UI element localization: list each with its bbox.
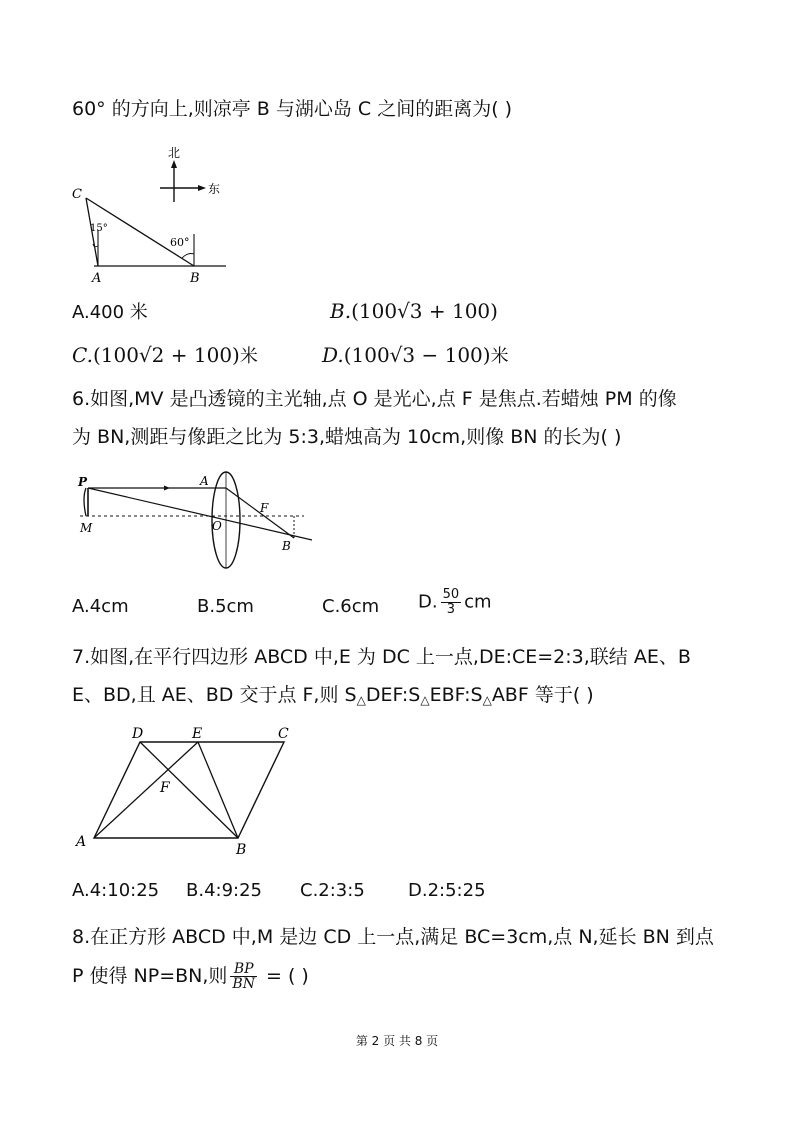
- q5-option-b: [330, 298, 498, 324]
- q5-option-d-prefix: D.: [322, 343, 344, 367]
- q5-option-d: [322, 342, 509, 370]
- point-o-label: O: [212, 519, 222, 533]
- q7-option-b: B.4:9:25: [186, 880, 263, 901]
- ray-arrow-1: [164, 486, 170, 491]
- q6-option-d-numerator: 50: [442, 587, 460, 602]
- angle-b-label: 60°: [170, 236, 190, 249]
- point-a-label-q7: A: [76, 834, 87, 850]
- ray-through-center: [88, 488, 312, 540]
- segment-be: [198, 742, 238, 838]
- q5-option-c: [72, 342, 258, 370]
- north-label: 北: [168, 146, 181, 160]
- angle-a-label: 15°: [90, 223, 108, 234]
- q6-option-d-denominator: 3: [446, 602, 455, 617]
- q8-line-2: [72, 962, 309, 991]
- triangle-symbol-2: △: [420, 693, 430, 707]
- angle-arc-b: [182, 254, 194, 259]
- q8-line-1: 8.在正方形 ABCD 中,M 是边 CD 上一点,满足 BC=3cm,点 N,延长 BN 到点: [72, 926, 714, 948]
- q5-option-c-expr: (100√2 + 100): [92, 343, 240, 367]
- q8-line-2-part-b: = ( ): [259, 965, 309, 987]
- q5-option-a: A.400 米: [72, 302, 148, 323]
- segment-bd: [140, 742, 238, 838]
- point-p-label: P: [78, 475, 88, 489]
- q6-option-d-prefix: D.: [418, 591, 438, 613]
- north-arrowhead: [171, 160, 177, 168]
- triangle-symbol-1: △: [356, 693, 366, 707]
- q7-option-d: D.2:5:25: [408, 880, 486, 901]
- point-d-label: D: [132, 726, 144, 742]
- q6-option-d-fraction: [441, 588, 462, 617]
- q6-option-b: B.5cm: [197, 596, 254, 617]
- point-f-label: F: [260, 501, 269, 515]
- q7-line-2-part-a: E、BD,且 AE、BD 交于点 F,则 S: [72, 684, 357, 706]
- point-a-label: A: [92, 271, 102, 286]
- point-c-label: C: [72, 187, 82, 202]
- q6-option-a: A.4cm: [72, 596, 129, 617]
- q8-fraction-numerator: BP: [230, 962, 257, 977]
- segment-ae: [94, 742, 198, 838]
- point-a-label-q6: A: [200, 474, 209, 488]
- q5-option-c-unit: 米: [239, 346, 258, 367]
- point-b-label: B: [190, 271, 200, 286]
- q5-option-b-prefix: B.: [330, 299, 352, 323]
- q8-fraction: [230, 962, 257, 991]
- q5-option-d-unit: 米: [490, 346, 509, 367]
- east-label: 东: [208, 182, 221, 196]
- point-c-label-q7: C: [278, 726, 289, 742]
- east-arrowhead: [198, 185, 206, 191]
- q5-option-c-prefix: C.: [72, 343, 93, 367]
- q5-option-b-expr: (100√3 + 100): [351, 299, 498, 323]
- point-f-label-q7: F: [160, 780, 170, 796]
- q5-option-d-expr: (100√3 − 100): [343, 343, 491, 367]
- page-footer: 第 2 页 共 8 页: [355, 1034, 439, 1048]
- candle-outline: [84, 488, 86, 516]
- q7-line-2-part-c: EBF:S: [429, 684, 483, 706]
- q7-option-c: C.2:3:5: [300, 880, 365, 901]
- q6-option-c: C.6cm: [322, 596, 380, 617]
- point-b-label-q7: B: [236, 842, 247, 856]
- q7-figure: [70, 722, 300, 856]
- q6-line-2: 为 BN,测距与像距之比为 5:3,蜡烛高为 10cm,则像 BN 的长为( ): [72, 426, 622, 448]
- q6-line-1: 6.如图,MV 是凸透镜的主光轴,点 O 是光心,点 F 是焦点.若蜡烛 PM 的像: [72, 388, 677, 410]
- q7-line-2: [72, 682, 594, 713]
- q7-line-2-part-d: ABF 等于( ): [491, 684, 594, 706]
- q8-fraction-denominator: BN: [232, 976, 255, 992]
- point-m-label: M: [80, 521, 93, 535]
- point-b-label-q6: B: [282, 539, 291, 553]
- q6-option-d: [418, 588, 492, 617]
- point-e-label: E: [192, 726, 203, 742]
- q6-option-d-unit: cm: [464, 591, 492, 613]
- q7-line-2-part-b: DEF:S: [365, 684, 421, 706]
- q5-stem-tail: 60° 的方向上,则凉亭 B 与湖心岛 C 之间的距离为( ): [72, 98, 513, 120]
- triangle-symbol-3: △: [482, 693, 492, 707]
- q7-line-1: 7.如图,在平行四边形 ABCD 中,E 为 DC 上一点,DE:CE=2:3,联结 AE、B: [72, 646, 691, 668]
- q5-figure: [70, 140, 240, 290]
- q8-line-2-part-a: P 使得 NP=BN,则: [72, 965, 228, 987]
- q7-option-a: A.4:10:25: [72, 880, 160, 901]
- q6-figure: [72, 458, 322, 570]
